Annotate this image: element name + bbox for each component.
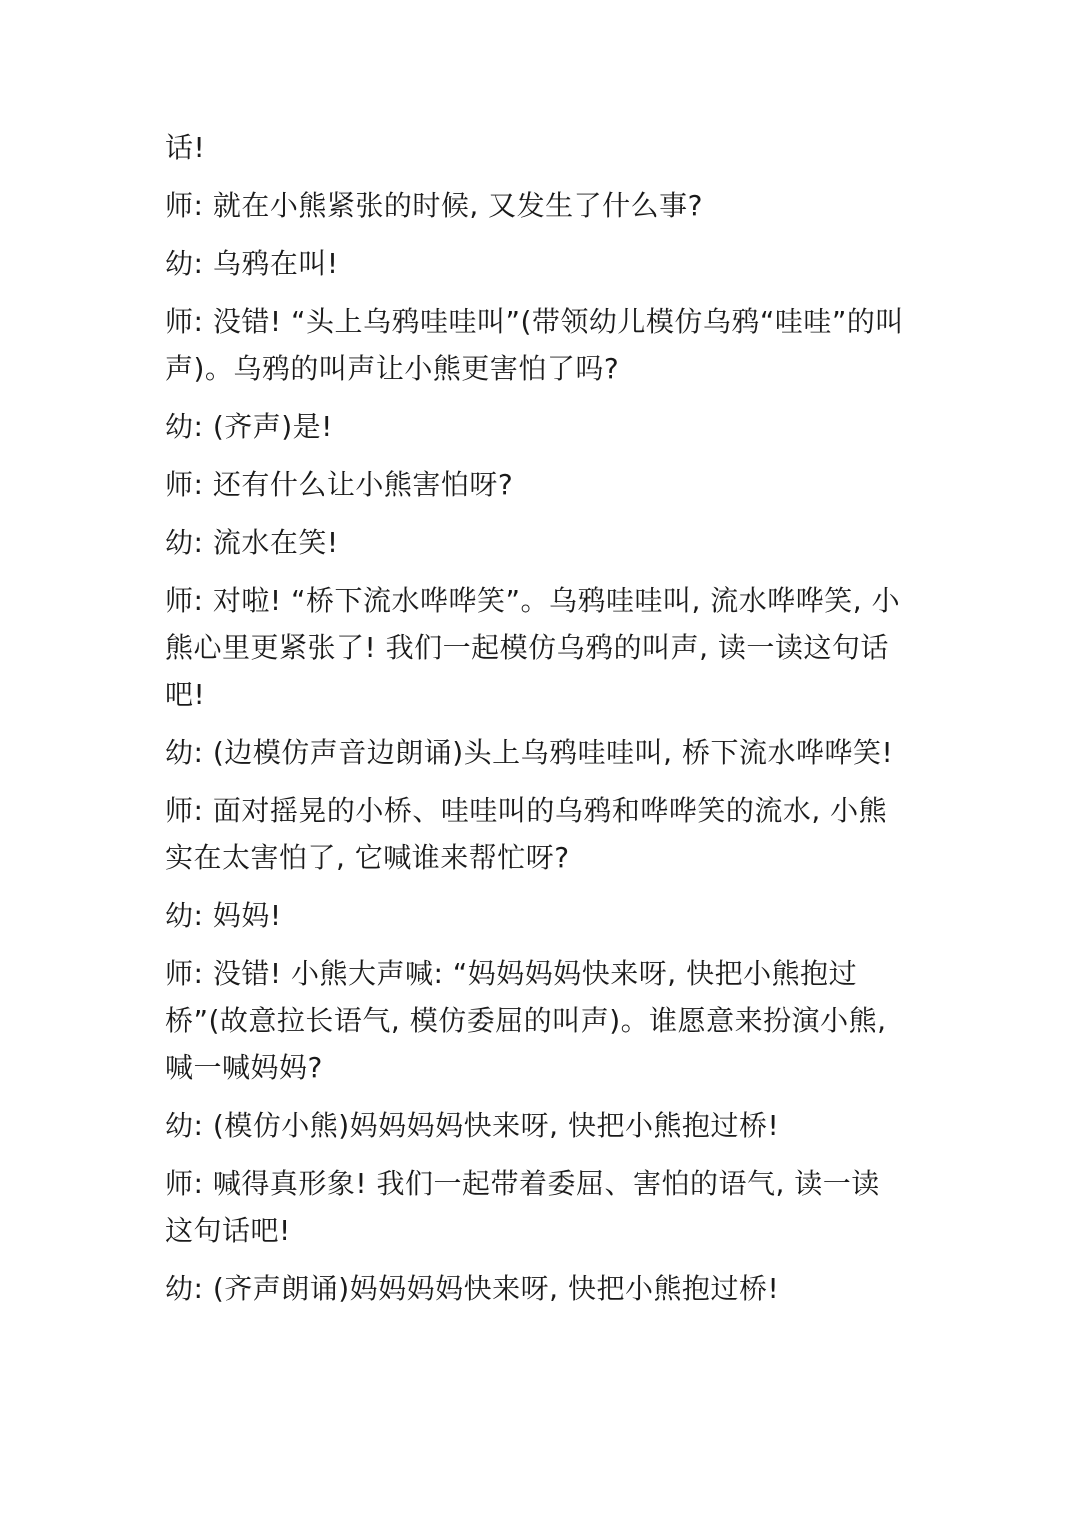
child-line: 幼: 妈妈!	[165, 899, 282, 932]
child-line: 幼: (齐声朗诵)妈妈妈妈快来呀, 快把小熊抱过桥!	[165, 1272, 780, 1305]
teacher-line: 师: 没错! 小熊大声喊: “妈妈妈妈快来呀, 快把小熊抱过桥”(故意拉长语气, 模仿委屈的叫声)。谁愿意来扮演小熊, 喊一喊妈妈?	[165, 957, 887, 1084]
teacher-line: 师: 面对摇晃的小桥、哇哇叫的乌鸦和哗哗笑的流水, 小熊实在太害怕了, 它喊谁来帮忙呀?	[165, 794, 888, 874]
document-body	[165, 124, 905, 1323]
teacher-line: 师: 就在小熊紧张的时候, 又发生了什么事?	[165, 189, 703, 222]
child-line: 幼: 流水在笑!	[165, 526, 339, 559]
teacher-line: 师: 对啦! “桥下流水哗哗笑”。乌鸦哇哇叫, 流水哗哗笑, 小熊心里更紧张了! 我们一起模仿乌鸦的叫声, 读一读这句话吧!	[165, 584, 901, 711]
child-line: 幼: (模仿小熊)妈妈妈妈快来呀, 快把小熊抱过桥!	[165, 1109, 780, 1142]
child-line: 幼: (齐声)是!	[165, 410, 333, 443]
teacher-line: 师: 喊得真形象! 我们一起带着委屈、害怕的语气, 读一读这句话吧!	[165, 1167, 880, 1247]
teacher-line: 师: 还有什么让小熊害怕呀?	[165, 468, 514, 501]
child-line: 幼: 乌鸦在叫!	[165, 247, 339, 280]
child-line: 幼: (边模仿声音边朗诵)头上乌鸦哇哇叫, 桥下流水哗哗笑!	[165, 736, 894, 769]
paragraph-continuation: 话!	[165, 131, 206, 164]
teacher-line: 师: 没错! “头上乌鸦哇哇叫”(带领幼儿模仿乌鸦“哇哇”的叫声)。乌鸦的叫声让小熊更害怕了吗?	[165, 305, 904, 385]
